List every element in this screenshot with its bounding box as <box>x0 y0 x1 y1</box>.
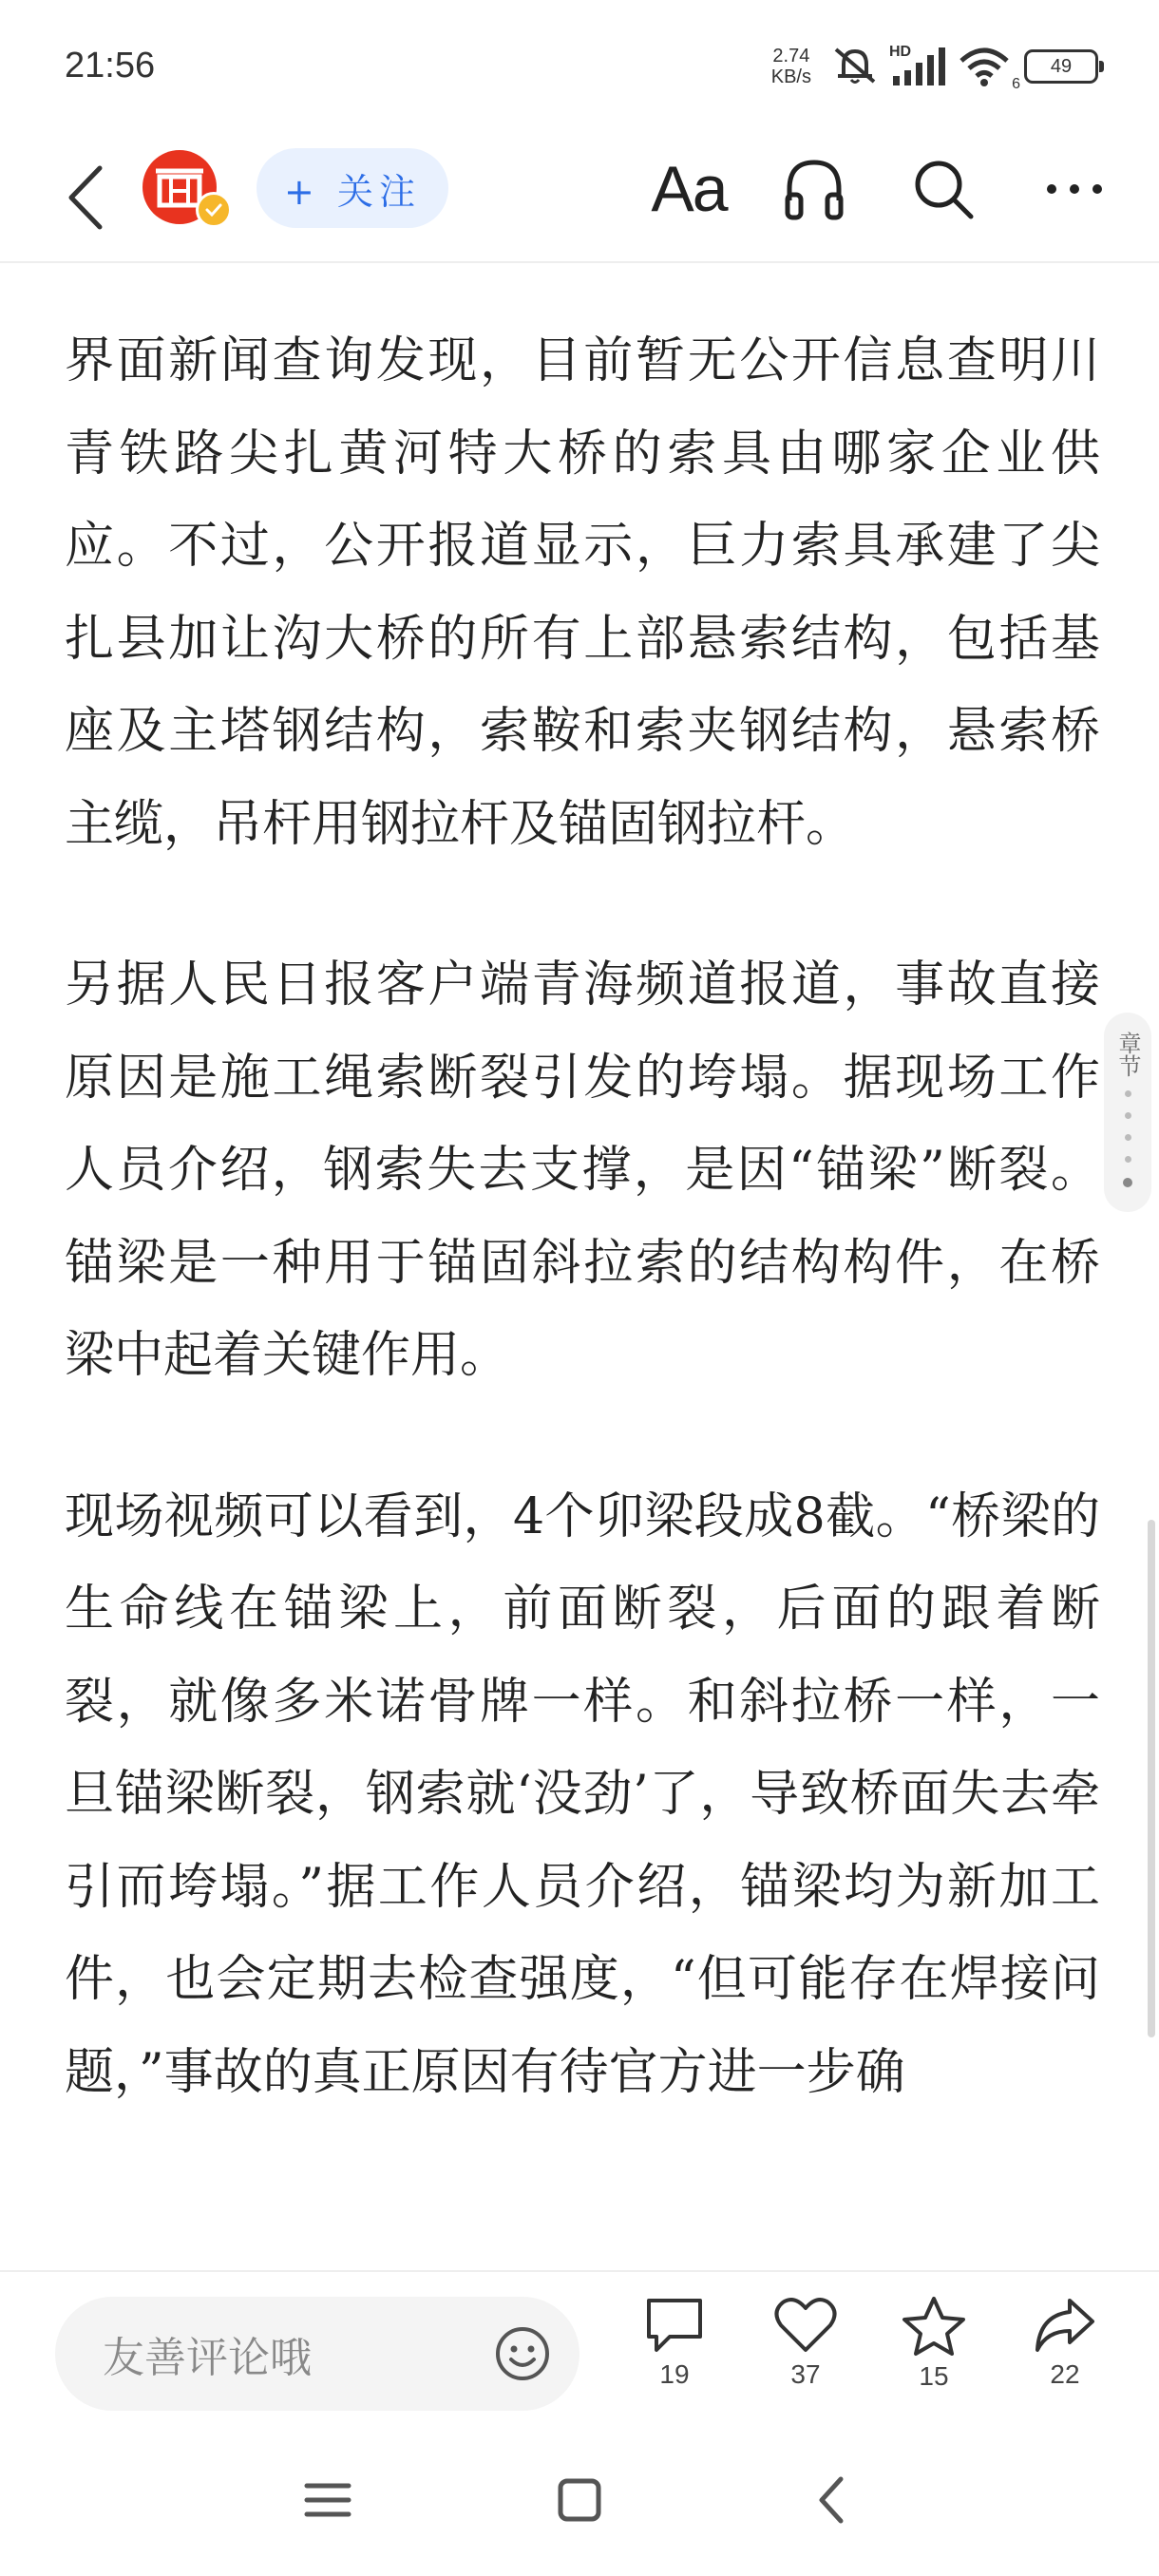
more-options-button[interactable] <box>1032 146 1117 232</box>
chapter-navigator[interactable] <box>1104 1013 1151 1212</box>
system-navigation-bar <box>0 2424 1159 2576</box>
status-bar <box>0 0 1159 133</box>
comment-button[interactable] <box>622 2295 727 2390</box>
more-dots-icon <box>1044 181 1105 197</box>
article-header <box>0 133 1159 261</box>
home-square-icon <box>556 2476 603 2524</box>
network-speed-unit: KB/s <box>770 66 811 87</box>
network-speed-value: 2.74 <box>772 46 810 66</box>
follow-button[interactable]: + 关注 <box>256 148 448 228</box>
share-arrow-icon <box>1032 2295 1098 2356</box>
comment-count: 19 <box>659 2359 690 2389</box>
chapter-dots <box>1123 1090 1132 1187</box>
wifi-icon <box>958 46 1020 92</box>
star-icon <box>901 2295 967 2358</box>
wifi-badge: 6 <box>1012 76 1020 92</box>
article-paragraph: 现场视频可以看到，4个卯梁段成8截。“桥梁的生命线在锚梁上，前面断裂，后面的跟着断裂，就像多米诺骨牌一样。和斜拉桥一样，一旦锚梁断裂，钢索就‘没劲’了，导致桥面失去牵引而垮塌。”据工作人员介绍，锚梁均为新加工件，也会定期去检查强度，“但可能存在焊接问题，”事故的真正原因有待官方进一步确 <box>65 1487 1100 2101</box>
font-size-button[interactable]: Aa <box>651 153 727 225</box>
article-paragraph: 另据人民日报客户端青海频道报道，事故直接原因是施工绳索断裂引发的垮塌。据现场工作人员介绍，钢索失去支撑，是因“锚梁”断裂。锚梁是一种用于锚固斜拉索的结构构件，在桥梁中起着关键作用。 <box>65 957 1100 1384</box>
mute-bell-icon <box>830 44 880 89</box>
comment-input[interactable] <box>55 2297 580 2411</box>
listen-button[interactable] <box>771 146 857 232</box>
share-count: 22 <box>1050 2359 1080 2389</box>
heart-icon <box>773 2295 838 2356</box>
menu-icon <box>303 2480 352 2520</box>
share-button[interactable] <box>1013 2295 1117 2390</box>
chapter-label: 章节 <box>1114 1032 1141 1077</box>
signal-icon <box>889 46 948 87</box>
recent-apps-button[interactable] <box>285 2462 370 2538</box>
comment-bubble-icon <box>643 2295 706 2356</box>
back-arrow-icon <box>64 164 107 231</box>
favorite-count: 15 <box>919 2361 949 2391</box>
article-body[interactable] <box>0 263 1159 2270</box>
battery-icon <box>1024 49 1098 84</box>
bottom-action-bar <box>0 2270 1159 2424</box>
battery-level: 49 <box>1050 55 1073 77</box>
status-icons <box>771 36 1098 97</box>
search-button[interactable] <box>901 146 986 232</box>
emoji-icon[interactable] <box>494 2325 551 2382</box>
back-button[interactable] <box>48 150 124 245</box>
signal-label: HD <box>889 44 912 60</box>
search-icon <box>910 156 977 222</box>
like-count: 37 <box>790 2359 821 2389</box>
favorite-button[interactable] <box>882 2295 986 2392</box>
headphones-icon <box>780 155 848 223</box>
system-back-button[interactable] <box>788 2462 874 2538</box>
comment-placeholder: 友善评论哦 <box>103 2334 312 2382</box>
chevron-left-icon <box>814 2475 848 2525</box>
verified-badge-icon <box>196 192 232 228</box>
network-speed <box>771 46 811 87</box>
status-time: 21:56 <box>65 46 156 85</box>
article-paragraph: 界面新闻查询发现，目前暂无公开信息查明川青铁路尖扎黄河特大桥的索具由哪家企业供应。不过，公开报道显示，巨力索具承建了尖扎县加让沟大桥的所有上部悬索结构，包括基座及主塔钢结构，索鞍和索夹钢结构，悬索桥主缆，吊杆用钢拉杆及锚固钢拉杆。 <box>65 332 1100 853</box>
scrollbar[interactable] <box>1148 1520 1155 2037</box>
home-button[interactable] <box>537 2462 622 2538</box>
like-button[interactable] <box>753 2295 858 2390</box>
